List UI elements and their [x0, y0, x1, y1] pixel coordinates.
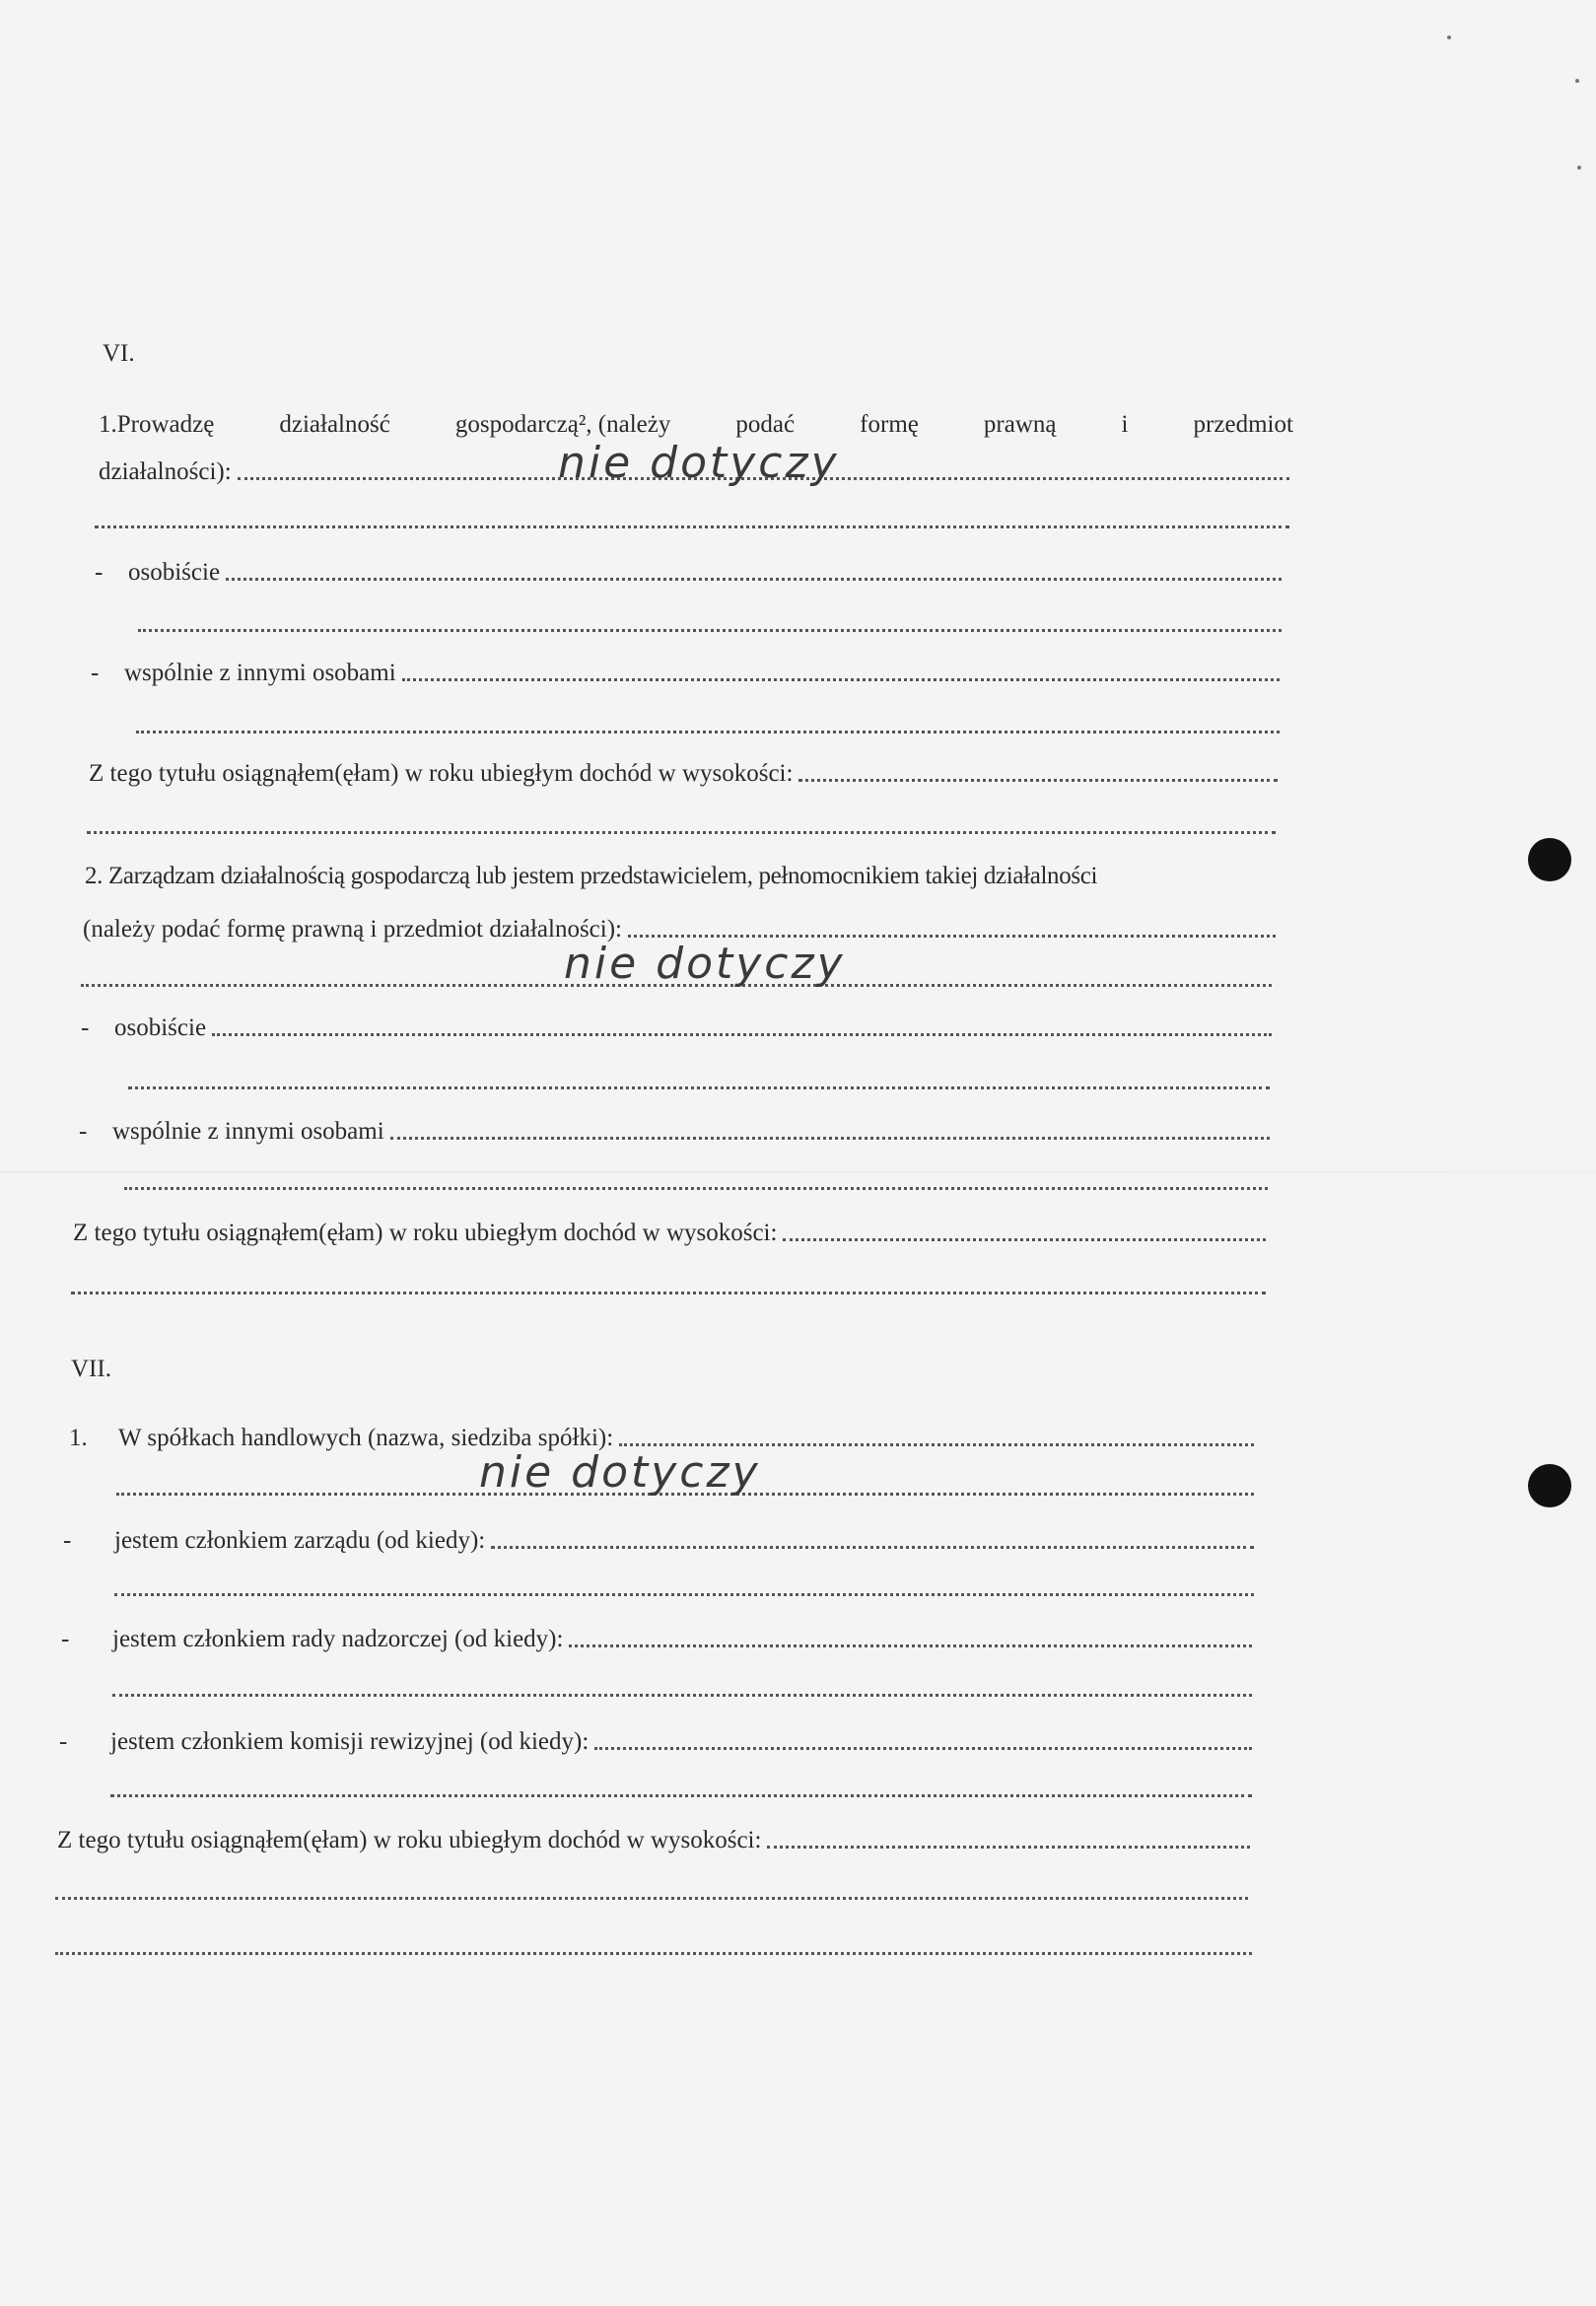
label: osobiście — [128, 559, 221, 586]
vii-rada-row — [61, 1627, 1252, 1651]
vi-wspolnie-row-2 — [79, 1119, 1270, 1144]
word: prawną — [983, 411, 1057, 438]
handwritten-answer: nie dotyczy — [564, 939, 846, 989]
word: podać — [735, 411, 796, 438]
word: formę — [860, 411, 919, 438]
dash: - — [61, 1626, 70, 1652]
fill-line — [798, 779, 1278, 782]
fill-line — [136, 731, 1280, 734]
scan-speck — [1577, 166, 1581, 170]
vii-income-row — [57, 1828, 1250, 1852]
vii-zarzad-row — [63, 1528, 1254, 1553]
dash: - — [79, 1118, 88, 1145]
label: W spółkach handlowych (nazwa, siedziba spółki): — [118, 1425, 614, 1451]
handwritten-answer: nie dotyczy — [479, 1447, 761, 1498]
label: Z tego tytułu osiągnąłem(ęłam) w roku ubiegłym dochód w wysokości: — [73, 1220, 778, 1246]
vi-income-row-2 — [73, 1221, 1266, 1245]
section-vii-heading: VII. — [71, 1356, 111, 1382]
fill-line — [594, 1747, 1252, 1750]
dash: - — [81, 1014, 90, 1041]
vi-income-row — [89, 761, 1278, 786]
label: działalności): — [99, 458, 232, 485]
vii-komisja-row — [59, 1729, 1252, 1754]
label: wspólnie z innymi osobami — [112, 1118, 384, 1145]
word: działalność — [279, 411, 390, 438]
fill-line — [402, 678, 1280, 681]
word: i — [1121, 411, 1129, 438]
fill-line — [619, 1443, 1254, 1446]
fill-line — [55, 1897, 1248, 1900]
dash: - — [91, 660, 100, 686]
fill-line — [767, 1846, 1250, 1849]
section-vi-item1-line1 — [99, 412, 1293, 437]
dash: - — [59, 1728, 68, 1755]
vi-osobiscie-row — [95, 560, 1282, 585]
word: przedmiot — [1193, 411, 1293, 438]
label: osobiście — [114, 1014, 207, 1041]
word: gospodarczą², (należy — [454, 411, 671, 438]
dash: - — [95, 559, 104, 586]
fill-line — [95, 525, 1289, 528]
fill-line — [128, 1086, 1270, 1089]
punch-hole — [1528, 1464, 1571, 1507]
section-vi-heading: VI. — [103, 340, 135, 367]
vi-osobiscie-row-2 — [81, 1015, 1272, 1040]
fill-line — [71, 1292, 1266, 1294]
vi-wspolnie-row — [91, 661, 1280, 685]
item-number: 1. — [69, 1425, 88, 1451]
fill-line — [112, 1694, 1252, 1697]
fill-line — [569, 1644, 1252, 1647]
scan-speck — [1447, 35, 1451, 39]
fill-line — [491, 1546, 1254, 1549]
fill-line — [390, 1137, 1270, 1140]
label: Z tego tytułu osiągnąłem(ęłam) w roku ubiegłym dochód w wysokości: — [57, 1827, 762, 1853]
label: wspólnie z innymi osobami — [124, 660, 396, 686]
section-vi-item2-line1: 2. Zarządzam działalnością gospodarczą lub jestem przedstawicielem, pełnomocnikiem takiej działalności — [85, 863, 1098, 889]
label: (należy podać formę prawną i przedmiot działalności): — [83, 916, 622, 943]
dash: - — [63, 1527, 72, 1554]
fill-line — [226, 578, 1282, 581]
fill-line — [55, 1952, 1252, 1955]
fill-line — [110, 1794, 1252, 1797]
scan-speck — [1575, 79, 1579, 83]
fill-line — [87, 831, 1276, 834]
label: Z tego tytułu osiągnąłem(ęłam) w roku ubiegłym dochód w wysokości: — [89, 760, 794, 787]
label: jestem członkiem rady nadzorczej (od kiedy): — [112, 1626, 564, 1652]
word: 1.Prowadzę — [99, 411, 215, 438]
fill-line — [628, 935, 1276, 938]
label: jestem członkiem zarządu (od kiedy): — [114, 1527, 486, 1554]
label: jestem członkiem komisji rewizyjnej (od kiedy): — [110, 1728, 590, 1755]
fill-line — [114, 1593, 1254, 1596]
fill-line — [783, 1238, 1266, 1241]
fill-line — [124, 1187, 1268, 1190]
handwritten-answer: nie dotyczy — [558, 438, 840, 488]
fill-line — [138, 629, 1282, 632]
punch-hole — [1528, 838, 1571, 881]
fill-line — [212, 1033, 1272, 1036]
